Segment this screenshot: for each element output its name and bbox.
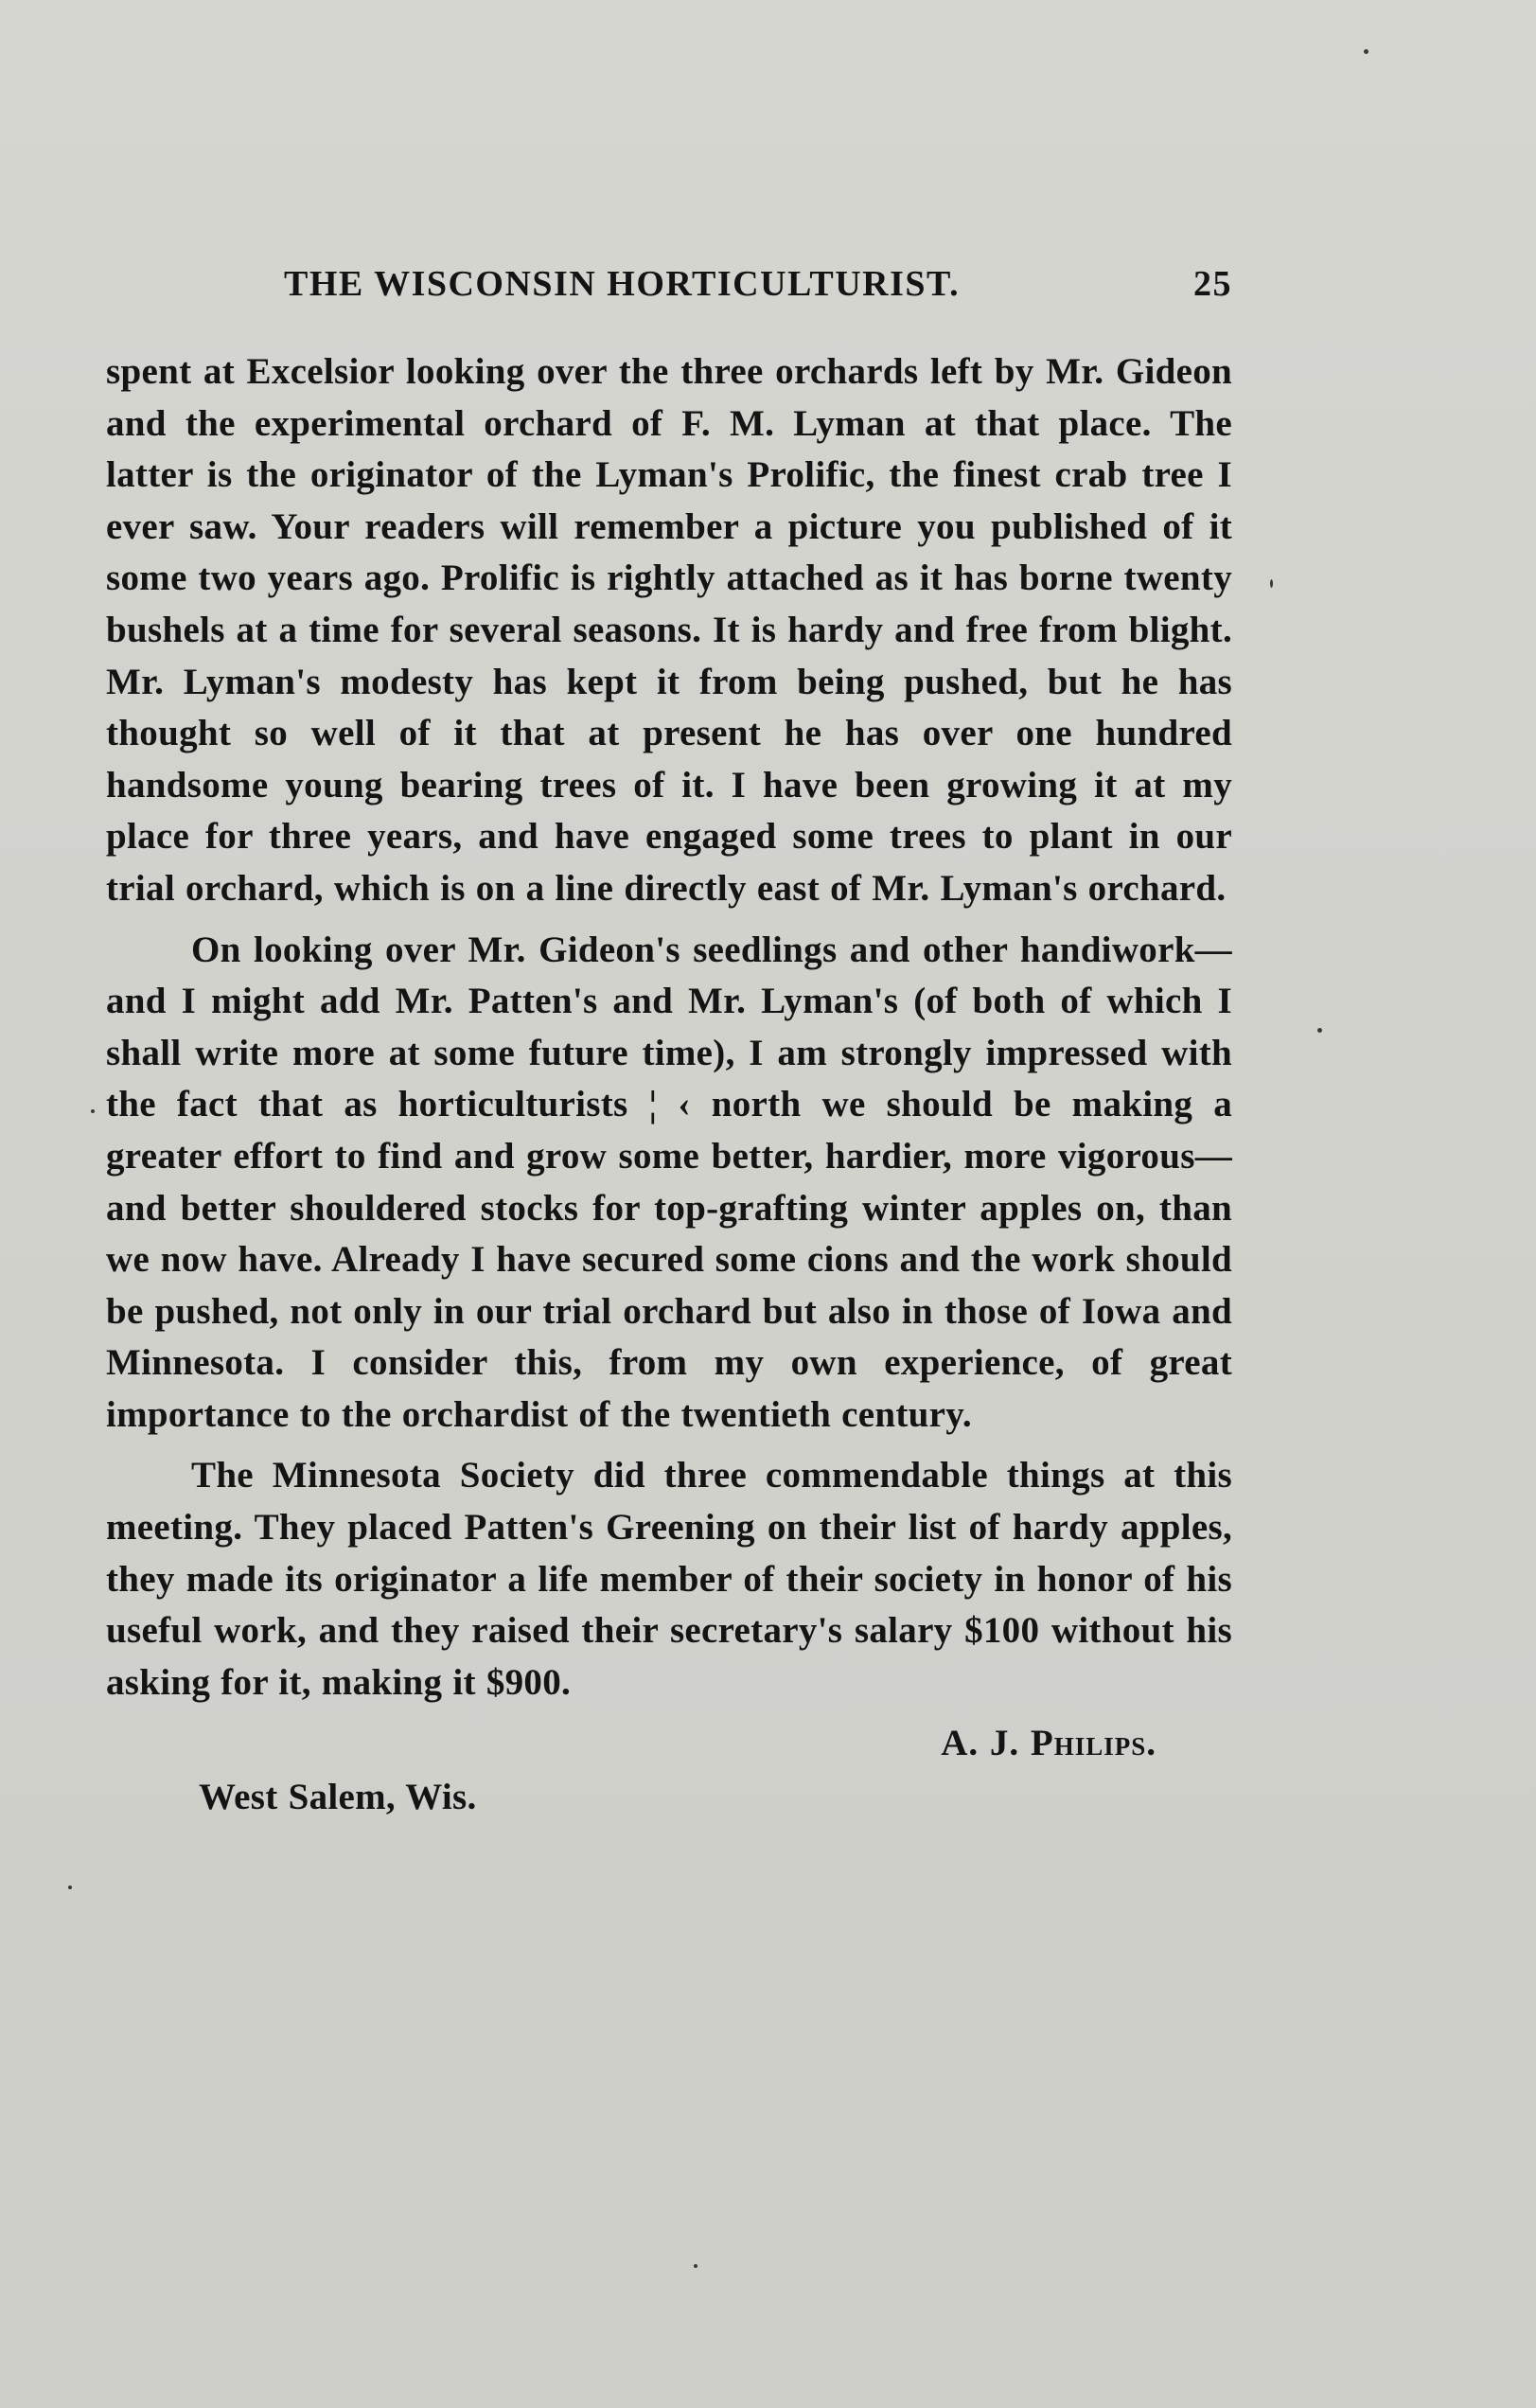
scan-speck [1270, 579, 1273, 588]
scan-speck [91, 1109, 95, 1113]
scan-speck [1364, 49, 1368, 54]
scan-speck [1317, 1028, 1322, 1033]
paragraph-3: The Minnesota Society did three commendable things at this meeting. They placed Patten's Greening on their list of hardy apples, they made its originator a life member of their society in honor of his useful work, and they raised their secretary's salary $100 without his asking for it, making it $900. [106, 1455, 1232, 1703]
author-signature [106, 1718, 1232, 1770]
article-body [106, 346, 1232, 1824]
paragraph-2: On looking over Mr. Gideon's seedlings and other handiwork—and I might add Mr. Patten's and Mr. Lyman's (of both of which I shall write more at some future time), I am strongly impressed with the fact that as horticulturists ¦ ‹ north we should be making a greater effort to find and grow some better, hardier, more vigorous—and better shouldered stocks for top-grafting winter apples on, than we now have. Already I have secured some cions and the work should be pushed, not only in our trial orchard but also in those of Iowa and Minnesota. I consider this, from my own experience, of great importance to the orchardist of the twentieth century. [106, 929, 1232, 1435]
paragraph-1: spent at Excelsior looking over the three orchards left by Mr. Gideon and the experimental orchard of F. M. Lyman at that place. The latter is the originator of the Lyman's Prolific, the finest crab tree I ever saw. Your readers will remember a picture you published of it some two years ago. Prolific is rightly attached as it has borne twenty bushels at a time for several seasons. It is hardy and free from blight. Mr. Lyman's modesty has kept it from being pushed, but he has thought so well of it that at present he has over one hundred handsome young bearing trees of it. I have been growing it at my place for three years, and have engaged some trees to plant in our trial orchard, which is on a line directly east of Mr. Lyman's orchard. [106, 351, 1232, 909]
scan-speck [694, 2264, 697, 2268]
running-header [284, 263, 1232, 310]
scan-speck [68, 1886, 72, 1889]
author-surname: Philips. [1030, 1723, 1156, 1764]
page-number: 25 [1193, 264, 1232, 304]
journal-title: THE WISCONSIN HORTICULTURIST. [284, 264, 961, 304]
author-initials: A. J. [941, 1723, 1031, 1764]
author-location: West Salem, Wis. [199, 1777, 477, 1818]
